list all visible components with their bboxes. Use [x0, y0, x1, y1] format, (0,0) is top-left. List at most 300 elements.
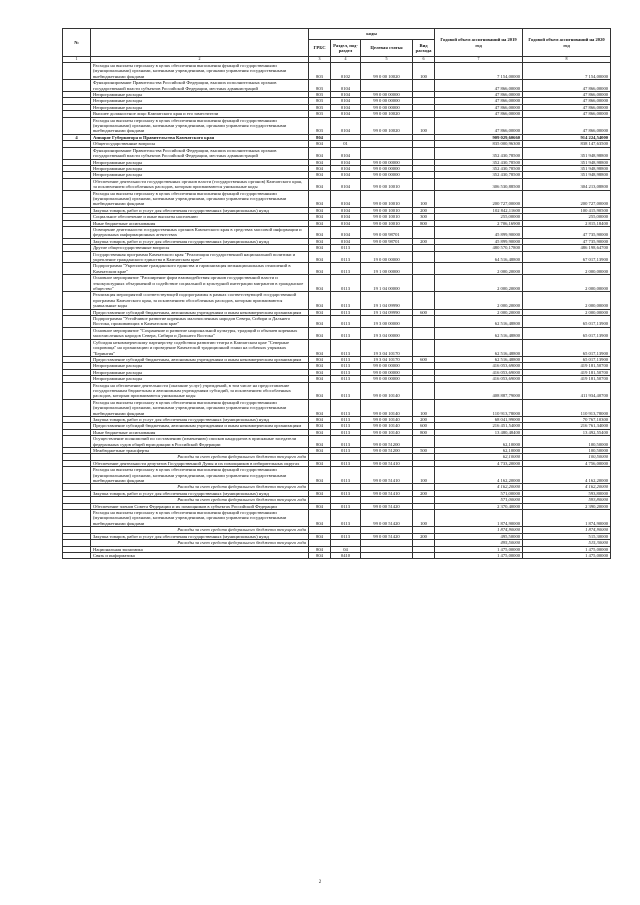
row-grbs: 804 [309, 460, 331, 466]
row-number [63, 190, 91, 207]
row-amount-2019: 2 000,20000 [435, 263, 523, 275]
row-amount-2019: 416 053,69000 [435, 369, 523, 375]
row-expense-type: 800 [413, 220, 435, 226]
row-section: 0104 [331, 159, 361, 165]
row-name: Национальная экономика [91, 546, 309, 552]
row-amount-2020: 2 815,18400 [523, 220, 611, 226]
table-row [63, 147, 611, 159]
table-row [63, 80, 611, 92]
row-expense-type [413, 552, 435, 558]
row-grbs: 804 [309, 309, 331, 315]
row-amount-2019: 306 530,88500 [435, 178, 523, 190]
header-2019: Годовой объем ассигнований на 2019 год [435, 29, 523, 57]
row-amount-2019: 255,00000 [435, 214, 523, 220]
row-name: Непрограммные расходы [91, 98, 309, 104]
row-section: 04 [331, 546, 361, 552]
row-section: 0113 [331, 429, 361, 435]
row-amount-2020: 216 761,34000 [523, 423, 611, 429]
table-row [63, 178, 611, 190]
row-amount-2020: 1 475,00000 [523, 546, 611, 552]
row-grbs: 804 [309, 382, 331, 399]
row-name: Непрограммные расходы [91, 104, 309, 110]
row-section: 0113 [331, 399, 361, 416]
row-section: 0104 [331, 80, 361, 92]
index-cell: 7 [435, 57, 523, 63]
row-target-article: 19 3 00 00000 [361, 316, 413, 328]
row-target-article: 99 0 00 98701 [361, 226, 413, 238]
row-amount-2019: 1 475,00000 [435, 546, 523, 552]
row-name: Аппарат Губернатора и Правительства Камчатского края [91, 134, 309, 140]
row-amount-2020: 1 874,90000 [523, 527, 611, 533]
table-row [63, 263, 611, 275]
row-amount-2019: 352 430,78500 [435, 159, 523, 165]
row-section: 0104 [331, 165, 361, 171]
row-amount-2020: 2 000,00000 [523, 292, 611, 309]
row-expense-type: 100 [413, 117, 435, 134]
row-amount-2019: 62 516,48800 [435, 339, 523, 356]
row-target-article: 99 0 00 10140 [361, 429, 413, 435]
row-name: Государственная программа Камчатского края "Реализация государственной национальной политики и укрепление гражданского единства в Камчатском крае" [91, 251, 309, 263]
row-number [63, 467, 91, 484]
row-target-article: 99 0 00 00000 [361, 376, 413, 382]
row-grbs: 804 [309, 178, 331, 190]
row-section: 0104 [331, 226, 361, 238]
row-name: Непрограммные расходы [91, 363, 309, 369]
row-expense-type: 100 [413, 63, 435, 80]
row-name: Предоставление субсидий бюджетным, автономным учреждениям и иным некоммерческим организациям [91, 356, 309, 362]
row-section: 0104 [331, 98, 361, 104]
row-name: Расходы на выплаты персоналу в целях обеспечения выполнения функций государственными (муниципальными) органами, казенными учреждениями, органами управления государственными внебюджетными фондами [91, 190, 309, 207]
row-amount-2020: 67 017,13900 [523, 251, 611, 263]
row-amount-2020: 419 181,50700 [523, 369, 611, 375]
row-target-article: 99 0 00 10010 [361, 190, 413, 207]
row-target-article: 99 0 00 10010 [361, 207, 413, 213]
row-name: Предоставление субсидий бюджетным, автономным учреждениям и иным некоммерческим организациям [91, 309, 309, 315]
row-expense-type: 100 [413, 190, 435, 207]
row-amount-2019: 7 154,00000 [435, 63, 523, 80]
row-grbs: 804 [309, 423, 331, 429]
row-amount-2020: 2 000,00000 [523, 263, 611, 275]
row-expense-type: 500 [413, 448, 435, 454]
row-name: Расходы за счет средств федерального бюджета текущего года [91, 527, 309, 533]
header-exp-type: Вид расхода [413, 40, 435, 57]
table-row [63, 436, 611, 448]
row-name: Обеспечение членов Совета Федерации и их помощников в субъектах Российской Федерации [91, 503, 309, 509]
row-grbs: 804 [309, 490, 331, 496]
header-name-blank [91, 29, 309, 57]
row-amount-2020: 70 767,10300 [523, 416, 611, 422]
header-2020: Годовой объем ассигнований на 2020 год [523, 29, 611, 57]
row-number [63, 117, 91, 134]
row-grbs: 804 [309, 214, 331, 220]
row-section: 0104 [331, 104, 361, 110]
row-section: 0113 [331, 376, 361, 382]
row-amount-2019: 200 727,00000 [435, 190, 523, 207]
row-amount-2020: 2 000,00000 [523, 275, 611, 292]
row-number [63, 80, 91, 92]
row-amount-2019: 216 451,54000 [435, 423, 523, 429]
row-name: Расходы за счет средств федерального бюджета текущего года [91, 497, 309, 503]
row-name: Подпрограмма "Укрепление гражданского единства и гармонизация межнациональных отношений в Камчатском крае" [91, 263, 309, 275]
row-expense-type: 200 [413, 207, 435, 213]
page-number: 2 [318, 880, 322, 885]
row-number [63, 251, 91, 263]
row-target-article: 99 0 00 98701 [361, 238, 413, 244]
row-amount-2019: 13 480,48400 [435, 429, 523, 435]
row-name: Межбюджетные трансферты [91, 448, 309, 454]
header-grbs: ГРБС [309, 40, 331, 57]
row-target-article [361, 80, 413, 92]
row-amount-2020: 65 017,13900 [523, 356, 611, 362]
row-amount-2020: 838 147,63500 [523, 141, 611, 147]
row-section: 0113 [331, 263, 361, 275]
row-expense-type: 100 [413, 510, 435, 527]
row-name: Субсидия некоммерческому партнерству содействия развитию театра в Камчатском крае "Северные сокровища" на организацию и проведение Камчатской традиционной гонки на собачьих упряжках "Берингия" [91, 339, 309, 356]
row-grbs: 804 [309, 316, 331, 328]
row-number [63, 226, 91, 238]
row-amount-2020: 419 181,50700 [523, 363, 611, 369]
row-amount-2019: 2 000,20000 [435, 292, 523, 309]
row-section: 0104 [331, 178, 361, 190]
row-section: 0113 [331, 292, 361, 309]
row-section: 0113 [331, 423, 361, 429]
header-codes: коды [309, 29, 435, 40]
row-grbs: 803 [309, 80, 331, 92]
row-amount-2020: 200 727,00000 [523, 190, 611, 207]
row-amount-2020: 411 934,40700 [523, 382, 611, 399]
row-name: Связь и информатика [91, 552, 309, 558]
row-amount-2020: 13 492,55400 [523, 429, 611, 435]
table-row [63, 382, 611, 399]
table-header [63, 29, 611, 63]
row-grbs: 804 [309, 356, 331, 362]
row-grbs: 804 [309, 510, 331, 527]
row-grbs: 804 [309, 448, 331, 454]
row-amount-2020: 515,30000 [523, 540, 611, 546]
row-expense-type: 600 [413, 356, 435, 362]
row-number [63, 178, 91, 190]
table-row [63, 117, 611, 134]
row-grbs: 804 [309, 159, 331, 165]
row-name: Расходы за счет средств федерального бюджета текущего года [91, 484, 309, 490]
row-amount-2019: 352 430,78500 [435, 147, 523, 159]
row-target-article: 99 0 00 10140 [361, 416, 413, 422]
row-expense-type [413, 80, 435, 92]
row-amount-2019: 2 706,16900 [435, 220, 523, 226]
row-grbs: 803 [309, 104, 331, 110]
row-name: Закупка товаров, работ и услуг для обеспечения государственных (муниципальных) нужд [91, 416, 309, 422]
row-amount-2020: 2 390,20000 [523, 503, 611, 509]
row-grbs: 803 [309, 111, 331, 117]
table-row [63, 552, 611, 558]
row-amount-2019: 64 516,48800 [435, 251, 523, 263]
row-amount-2019: 571,00000 [435, 490, 523, 496]
row-amount-2020: 1 475,00000 [523, 552, 611, 558]
row-section: 0113 [331, 503, 361, 509]
row-amount-2020: 4 162,20000 [523, 467, 611, 484]
row-grbs: 804 [309, 172, 331, 178]
row-expense-type: 800 [413, 429, 435, 435]
row-grbs: 804 [309, 376, 331, 382]
row-amount-2020: 100,50000 [523, 448, 611, 454]
row-number [63, 292, 91, 309]
row-grbs: 804 [309, 363, 331, 369]
row-amount-2019: 47 866,00000 [435, 92, 523, 98]
row-target-article: 99 0 00 51410 [361, 467, 413, 484]
row-expense-type: 100 [413, 467, 435, 484]
row-name: Основное мероприятие "Сохранение и развитие национальной культуры, традиций и обычаев коренных малочисленных народов Севера, Сибири и Дальнего Востока" [91, 327, 309, 339]
row-expense-type [413, 316, 435, 328]
row-section: 0104 [331, 92, 361, 98]
row-name: Социальное обеспечение и иные выплаты населению [91, 214, 309, 220]
row-target-article: 99 0 00 51200 [361, 436, 413, 448]
row-amount-2019: 495,50000 [435, 533, 523, 539]
header-section: Раздел, под-раздел [331, 40, 361, 57]
row-section: 0113 [331, 363, 361, 369]
row-target-article: 99 0 00 10010 [361, 220, 413, 226]
row-amount-2019: 2 370,40000 [435, 503, 523, 509]
row-amount-2019: 480 570,17800 [435, 245, 523, 251]
row-section: 0104 [331, 147, 361, 159]
row-number [63, 436, 91, 448]
row-section: 0104 [331, 207, 361, 213]
row-grbs: 804 [309, 503, 331, 509]
row-expense-type [413, 226, 435, 238]
row-section: 0113 [331, 510, 361, 527]
row-grbs: 804 [309, 275, 331, 292]
row-expense-type: 600 [413, 309, 435, 315]
index-cell: 3 [309, 57, 331, 63]
row-grbs: 804 [309, 436, 331, 448]
row-target-article: 99 0 00 51410 [361, 460, 413, 466]
row-name: Непрограммные расходы [91, 159, 309, 165]
row-name: Общегосударственные вопросы [91, 141, 309, 147]
row-name: Непрограммные расходы [91, 376, 309, 382]
row-name: Расходы на выплаты персоналу в целях обеспечения выполнения функций государственными (муниципальными) органами, казенными учреждениями, органами управления государственными внебюджетными фондами [91, 399, 309, 416]
row-section: 0113 [331, 382, 361, 399]
row-expense-type: 200 [413, 533, 435, 539]
row-amount-2019: 835 000,96300 [435, 141, 523, 147]
row-amount-2019: 416 053,69000 [435, 363, 523, 369]
row-amount-2020: 100 415,90500 [523, 207, 611, 213]
row-section: 0410 [331, 552, 361, 558]
row-section: 0113 [331, 316, 361, 328]
row-grbs: 804 [309, 238, 331, 244]
row-target-article: 99 0 00 51200 [361, 448, 413, 454]
row-target-article: 19 1 04 09990 [361, 292, 413, 309]
row-amount-2020: 47 735,90000 [523, 226, 611, 238]
row-section: 0113 [331, 533, 361, 539]
row-section: 0113 [331, 327, 361, 339]
row-number [63, 147, 91, 159]
row-name: Расходы за счет средств федерального бюджета текущего года [91, 454, 309, 460]
row-amount-2020: 486 198,64700 [523, 245, 611, 251]
row-number [63, 63, 91, 80]
row-number [63, 382, 91, 399]
row-grbs: 804 [309, 533, 331, 539]
row-grbs: 804 [309, 339, 331, 356]
row-name: Функционирование Правительства Российской Федерации, высших исполнительных органов государственной власти субъектов Российской Федерации, местных администраций [91, 147, 309, 159]
row-amount-2019: 62 516,48800 [435, 356, 523, 362]
row-grbs: 804 [309, 263, 331, 275]
row-name: Закупка товаров, работ и услуг для обеспечения государственных (муниципальных) нужд [91, 533, 309, 539]
row-section: 0113 [331, 251, 361, 263]
table-row [63, 251, 611, 263]
row-amount-2020: 4 162,20000 [523, 484, 611, 490]
row-expense-type [413, 147, 435, 159]
table-body [63, 63, 611, 559]
index-cell: 4 [331, 57, 361, 63]
row-grbs: 804 [309, 207, 331, 213]
row-section: 0113 [331, 490, 361, 496]
table-row [63, 399, 611, 416]
row-number [63, 399, 91, 416]
row-amount-2019: 408 887,79000 [435, 382, 523, 399]
header-number: № [63, 29, 91, 57]
row-amount-2020: 65 017,13900 [523, 339, 611, 356]
row-target-article: 99 0 00 00000 [361, 92, 413, 98]
row-section: 0104 [331, 117, 361, 134]
row-amount-2020: 110 913,78000 [523, 399, 611, 416]
row-grbs: 804 [309, 251, 331, 263]
row-name: Обеспечение деятельности депутатов Государственной Думы и их помощников в избирательных округах [91, 460, 309, 466]
table-row [63, 467, 611, 484]
row-target-article: 99 0 00 00000 [361, 165, 413, 171]
row-section: 0113 [331, 245, 361, 251]
row-number [63, 316, 91, 328]
row-grbs: 804 [309, 416, 331, 422]
row-expense-type [413, 339, 435, 356]
row-name: Расходы на обеспечение деятельности (оказание услуг) учреждений, в том числе на предоставление государственным бюджетным и автономным учреждениям субсидий, за исключением обособленных расходов, которым присваиваются уникальные коды [91, 382, 309, 399]
row-name: Функционирование Правительства Российской Федерации, высших исполнительных органов государственной власти субъектов Российской Федерации, местных администраций [91, 80, 309, 92]
row-amount-2020: 100,50000 [523, 454, 611, 460]
row-amount-2019: 47 866,00000 [435, 80, 523, 92]
row-amount-2020: 419 181,50700 [523, 376, 611, 382]
table-row [63, 292, 611, 309]
row-amount-2020: 255,00000 [523, 214, 611, 220]
row-target-article: 99 0 00 00000 [361, 159, 413, 165]
row-name: Непрограммные расходы [91, 172, 309, 178]
row-section: 0102 [331, 63, 361, 80]
row-expense-type: 200 [413, 238, 435, 244]
table-row [63, 510, 611, 527]
row-amount-2020: 65 017,13900 [523, 327, 611, 339]
row-amount-2019: 62,10000 [435, 454, 523, 460]
row-section: 0104 [331, 172, 361, 178]
row-amount-2020: 593,80000 [523, 497, 611, 503]
table-row [63, 316, 611, 328]
row-name: Осуществление полномочий по составлению (изменению) списков кандидатов в присяжные заседатели федеральных судов общей юрисдикции в Российской Федерации [91, 436, 309, 448]
row-number [63, 339, 91, 356]
table-row [63, 190, 611, 207]
row-grbs: 804 [309, 292, 331, 309]
row-amount-2019: 102 842,11600 [435, 207, 523, 213]
budget-sheet [62, 28, 610, 559]
row-expense-type: 100 [413, 399, 435, 416]
row-name: Расходы за счет средств федерального бюджета текущего года [91, 540, 309, 546]
row-grbs: 803 [309, 98, 331, 104]
row-name: Подпрограмма "Устойчивое развитие коренных малочисленных народов Севера, Сибири и Дальнего Востока, проживающих в Камчатском крае" [91, 316, 309, 328]
row-name: Закупка товаров, работ и услуг для обеспечения государственных (муниципальных) нужд [91, 490, 309, 496]
row-section: 0104 [331, 111, 361, 117]
row-amount-2020: 914 224,54000 [523, 134, 611, 140]
row-section: 0113 [331, 448, 361, 454]
row-grbs: 804 [309, 429, 331, 435]
row-amount-2020: 593,80000 [523, 490, 611, 496]
row-target-article: 99 0 00 51420 [361, 503, 413, 509]
row-name: Расходы на выплаты персоналу в целях обеспечения выполнения функций государственными (муниципальными) органами, казенными учреждениями, органами управления государственными внебюджетными фондами [91, 117, 309, 134]
row-section: 0113 [331, 467, 361, 484]
row-target-article: 99 0 00 51420 [361, 510, 413, 527]
row-amount-2019: 909 029,60660 [435, 134, 523, 140]
row-section: 0113 [331, 369, 361, 375]
row-amount-2020: 351 948,98800 [523, 147, 611, 159]
row-grbs: 804 [309, 467, 331, 484]
row-amount-2019: 47 866,00000 [435, 98, 523, 104]
row-amount-2019: 4 162,20000 [435, 484, 523, 490]
row-number: 4 [63, 134, 91, 140]
row-target-article: 99 0 00 10010 [361, 178, 413, 190]
row-amount-2020: 65 017,13900 [523, 316, 611, 328]
row-name: Закупка товаров, работ и услуг для обеспечения государственных (муниципальных) нужд [91, 238, 309, 244]
row-name: Непрограммные расходы [91, 165, 309, 171]
row-amount-2020: 7 154,00000 [523, 63, 611, 80]
budget-table [62, 28, 611, 559]
row-amount-2019: 2 000,20000 [435, 309, 523, 315]
row-section: 0104 [331, 190, 361, 207]
row-section: 0104 [331, 220, 361, 226]
row-amount-2019: 1 874,90000 [435, 527, 523, 533]
row-expense-type: 600 [413, 423, 435, 429]
row-amount-2019: 62 516,48800 [435, 316, 523, 328]
table-row [63, 327, 611, 339]
row-section: 0113 [331, 275, 361, 292]
row-amount-2020: 47 735,90000 [523, 238, 611, 244]
row-target-article: 99 0 00 10010 [361, 214, 413, 220]
row-target-article: 99 0 00 51420 [361, 533, 413, 539]
row-amount-2020: 47 866,00000 [523, 80, 611, 92]
row-name: Предоставление субсидий бюджетным, автономным учреждениям и иным некоммерческим организациям [91, 423, 309, 429]
row-target-article: 99 0 00 00000 [361, 98, 413, 104]
row-name: Непрограммные расходы [91, 92, 309, 98]
row-expense-type [413, 382, 435, 399]
row-number [63, 275, 91, 292]
row-amount-2020: 47 866,00000 [523, 98, 611, 104]
row-name: Реализация мероприятий соответствующей подпрограммы в рамках соответствующей государственной программы Камчатского края, за исключением обособленных расходов, которым присваиваются уникальные коды [91, 292, 309, 309]
row-expense-type [413, 292, 435, 309]
row-amount-2019: 45 899,90000 [435, 226, 523, 238]
row-amount-2020: 304 213,08800 [523, 178, 611, 190]
row-target-article: 99 0 00 00000 [361, 363, 413, 369]
row-expense-type [413, 275, 435, 292]
row-amount-2019: 416 053,69000 [435, 376, 523, 382]
header-target: Целевая статья [361, 40, 413, 57]
row-name: Другие общегосударственные вопросы [91, 245, 309, 251]
row-amount-2020: 47 866,00000 [523, 117, 611, 134]
row-grbs: 804 [309, 190, 331, 207]
index-cell: 8 [523, 57, 611, 63]
row-grbs: 804 [309, 245, 331, 251]
row-section: 0113 [331, 436, 361, 448]
row-grbs: 804 [309, 134, 331, 140]
row-name: Расходы на выплаты персоналу в целях обеспечения выполнения функций государственными (муниципальными) органами, казенными учреждениями, органами управления государственными внебюджетными фондами [91, 510, 309, 527]
row-amount-2020: 1 874,90000 [523, 510, 611, 527]
row-grbs: 804 [309, 546, 331, 552]
row-name: Обеспечение деятельности государственных органов власти (государственных органов) Камчатского края, за исключением обособленных расходов, которым присваиваются уникальные коды [91, 178, 309, 190]
row-target-article: 19 3 04 10170 [361, 339, 413, 356]
row-grbs: 803 [309, 117, 331, 134]
row-amount-2019: 62,10000 [435, 448, 523, 454]
